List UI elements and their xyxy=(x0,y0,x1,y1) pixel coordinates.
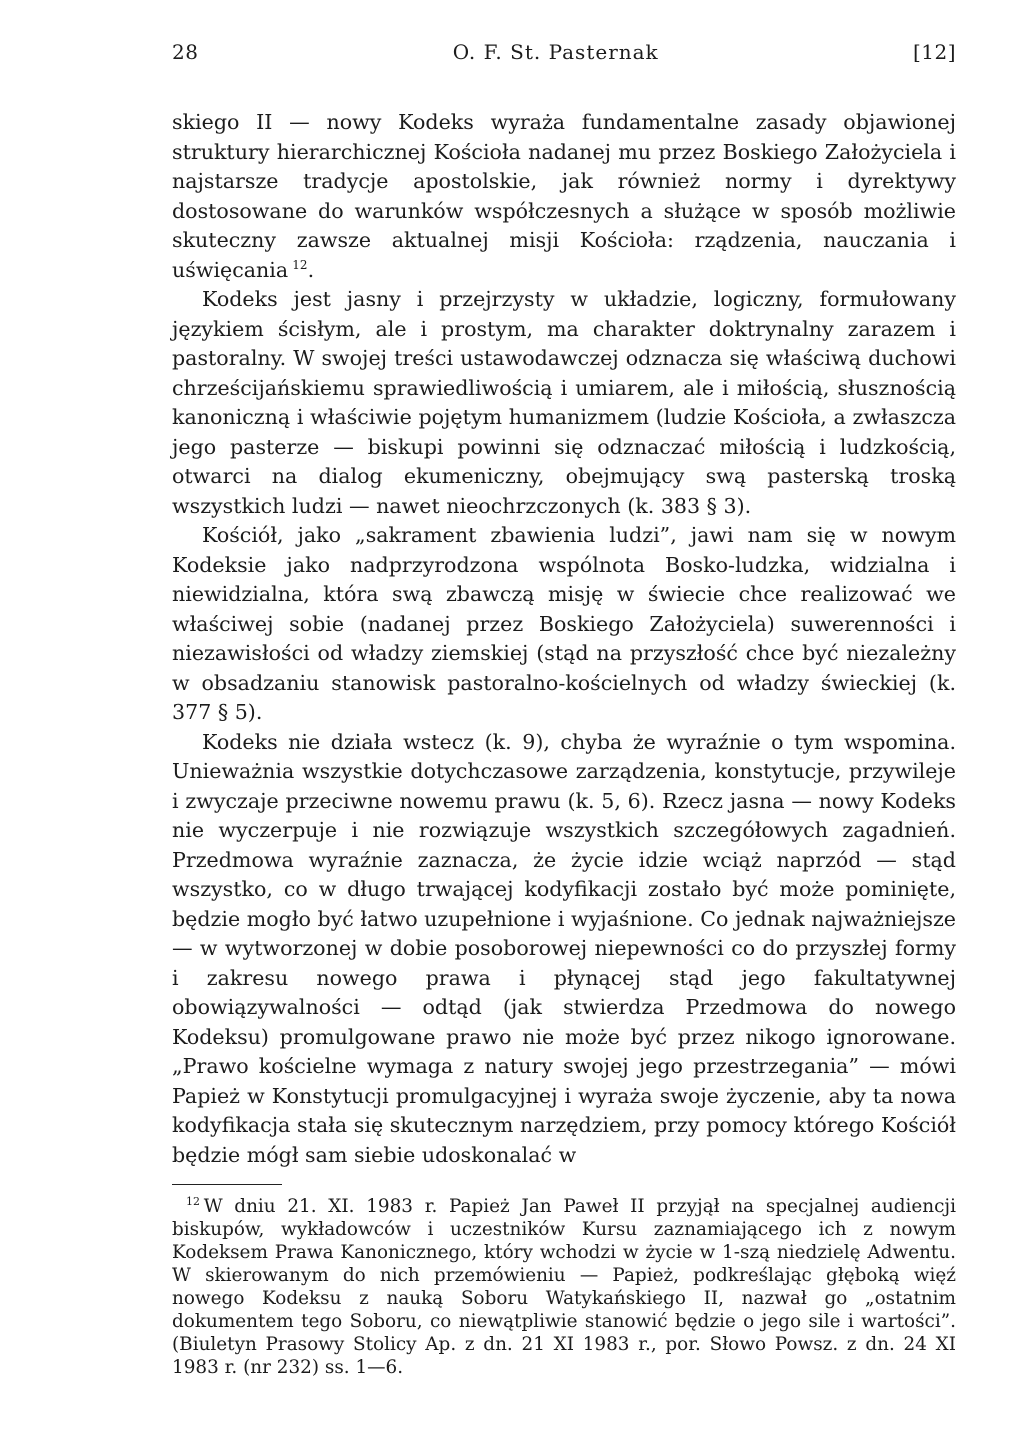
paragraph-3: Kościół, jako „sakrament zbawienia ludzi”, jawi nam się w nowym Kodeksie jako nadprzyrodzona wspólnota Bosko-ludzka, widzialna i niewidzialna, która swą zbawczą misję w świecie chce realizować we właściwej sobie (nadanej przez Boskiego Założyciela) suwerenności i niezawisłości od władzy ziemskiej (stąd na przyszłość chce być niezależny w obsadzaniu stanowisk pastoralno-kościelnych od władzy świeckiej (k. 377 § 5). xyxy=(172,523,956,724)
page xyxy=(172,40,956,1379)
footnote-divider xyxy=(172,1184,282,1185)
paragraph-1 xyxy=(172,108,956,285)
footnote-12 xyxy=(172,1195,956,1379)
running-title: O. F. St. Pasternak xyxy=(452,40,659,64)
footnote xyxy=(172,1195,956,1379)
paragraph-1-end: . xyxy=(307,257,315,282)
footnote-number: 12 xyxy=(186,1194,200,1208)
paragraph-1-text: skiego II — nowy Kodeks wyraża fundamentalne zasady objawionej struktury hierarchicznej Kościoła nadanej mu przez Boskiego Założyciela i najstarsze tradycje apostolskie, jak również normy i dyrektywy dostosowane do warunków współczesnych a służące w sposób możliwie skuteczny zawsze aktualnej misji Kościoła: rządzenia, nauczania i uświęcania xyxy=(172,110,956,282)
section-number: [12] xyxy=(912,40,956,64)
footnote-text: W dniu 21. XI. 1983 r. Papież Jan Paweł II przyjął na specjalnej audiencji biskupów, wykładowców i uczestników Kursu zaznamiającego ich z nowym Kodeksem Prawa Kanonicznego, który wchodzi w życie w 1-szą niedzielę Adwentu. W skierowanym do nich przemówieniu — Papież, podkreślając głęboką więź nowego Kodeksu z nauką Soboru Watykańskiego II, nazwał go „ostatnim dokumentem tego Soboru, co niewątpliwie stanowić będzie o jego sile i wartości”. (Biuletyn Prasowy Stolicy Ap. z dn. 21 XI 1983 r., por. Słowo Powsz. z dn. 24 XI 1983 r. (nr 232) ss. 1—6. xyxy=(172,1196,956,1378)
page-number: 28 xyxy=(172,40,199,64)
paragraph-4: Kodeks nie działa wstecz (k. 9), chyba że wyraźnie o tym wspomina. Unieważnia wszystkie dotychczasowe zarządzenia, konstytucje, przywileje i zwyczaje przeciwne nowemu prawu (k. 5, 6). Rzecz jasna — nowy Kodeks nie wyczerpuje i nie rozwiązuje wszystkich szczegółowych zagadnień. Przedmowa wyraźnie zaznacza, że życie idzie wciąż naprzód — stąd wszystko, co w długo trwającej kodyfikacji zostało być może pominięte, będzie mogło być łatwo uzupełnione i wyjaśnione. Co jednak najważniejsze — w wytworzonej w dobie posoborowej niepewności co do przyszłej formy i zakresu nowego prawa i płynącej stąd jego fakultatywnej obowiązywalności — odtąd (jak stwierdza Przedmowa do nowego Kodeksu) promulgowane prawo nie może być przez nikogo ignorowane. „Prawo kościelne wymaga z natury swojej jego przestrzegania” — mówi Papież w Konstytucji promulgacyjnej i wyraża swoje życzenie, aby ta nowa kodyfikacja stała się skutecznym narzędziem, przy pomocy którego Kościół będzie mógł sam siebie udoskonalać w xyxy=(172,729,956,1167)
footnote-reference[interactable]: 12 xyxy=(292,257,308,272)
paragraph-2: Kodeks jest jasny i przejrzysty w układzie, logiczny, formułowany językiem ścisłym, ale i prostym, ma charakter doktrynalny zarazem i pastoralny. W swojej treści ustawodawczej odznacza się właściwą duchowi chrześcijańskiemu sprawiedliwością i umiarem, ale i miłością, słusznością kanoniczną i właściwie pojętym humanizmem (ludzie Kościoła, a zwłaszcza jego pasterze — biskupi powinni się odznaczać miłością i ludzkością, otwarci na dialog ekumeniczny, obejmujący swą pasterską troską wszystkich ludzi — nawet nieochrzczonych (k. 383 § 3). xyxy=(172,287,956,518)
body-text xyxy=(172,108,956,1170)
running-header xyxy=(172,40,956,80)
